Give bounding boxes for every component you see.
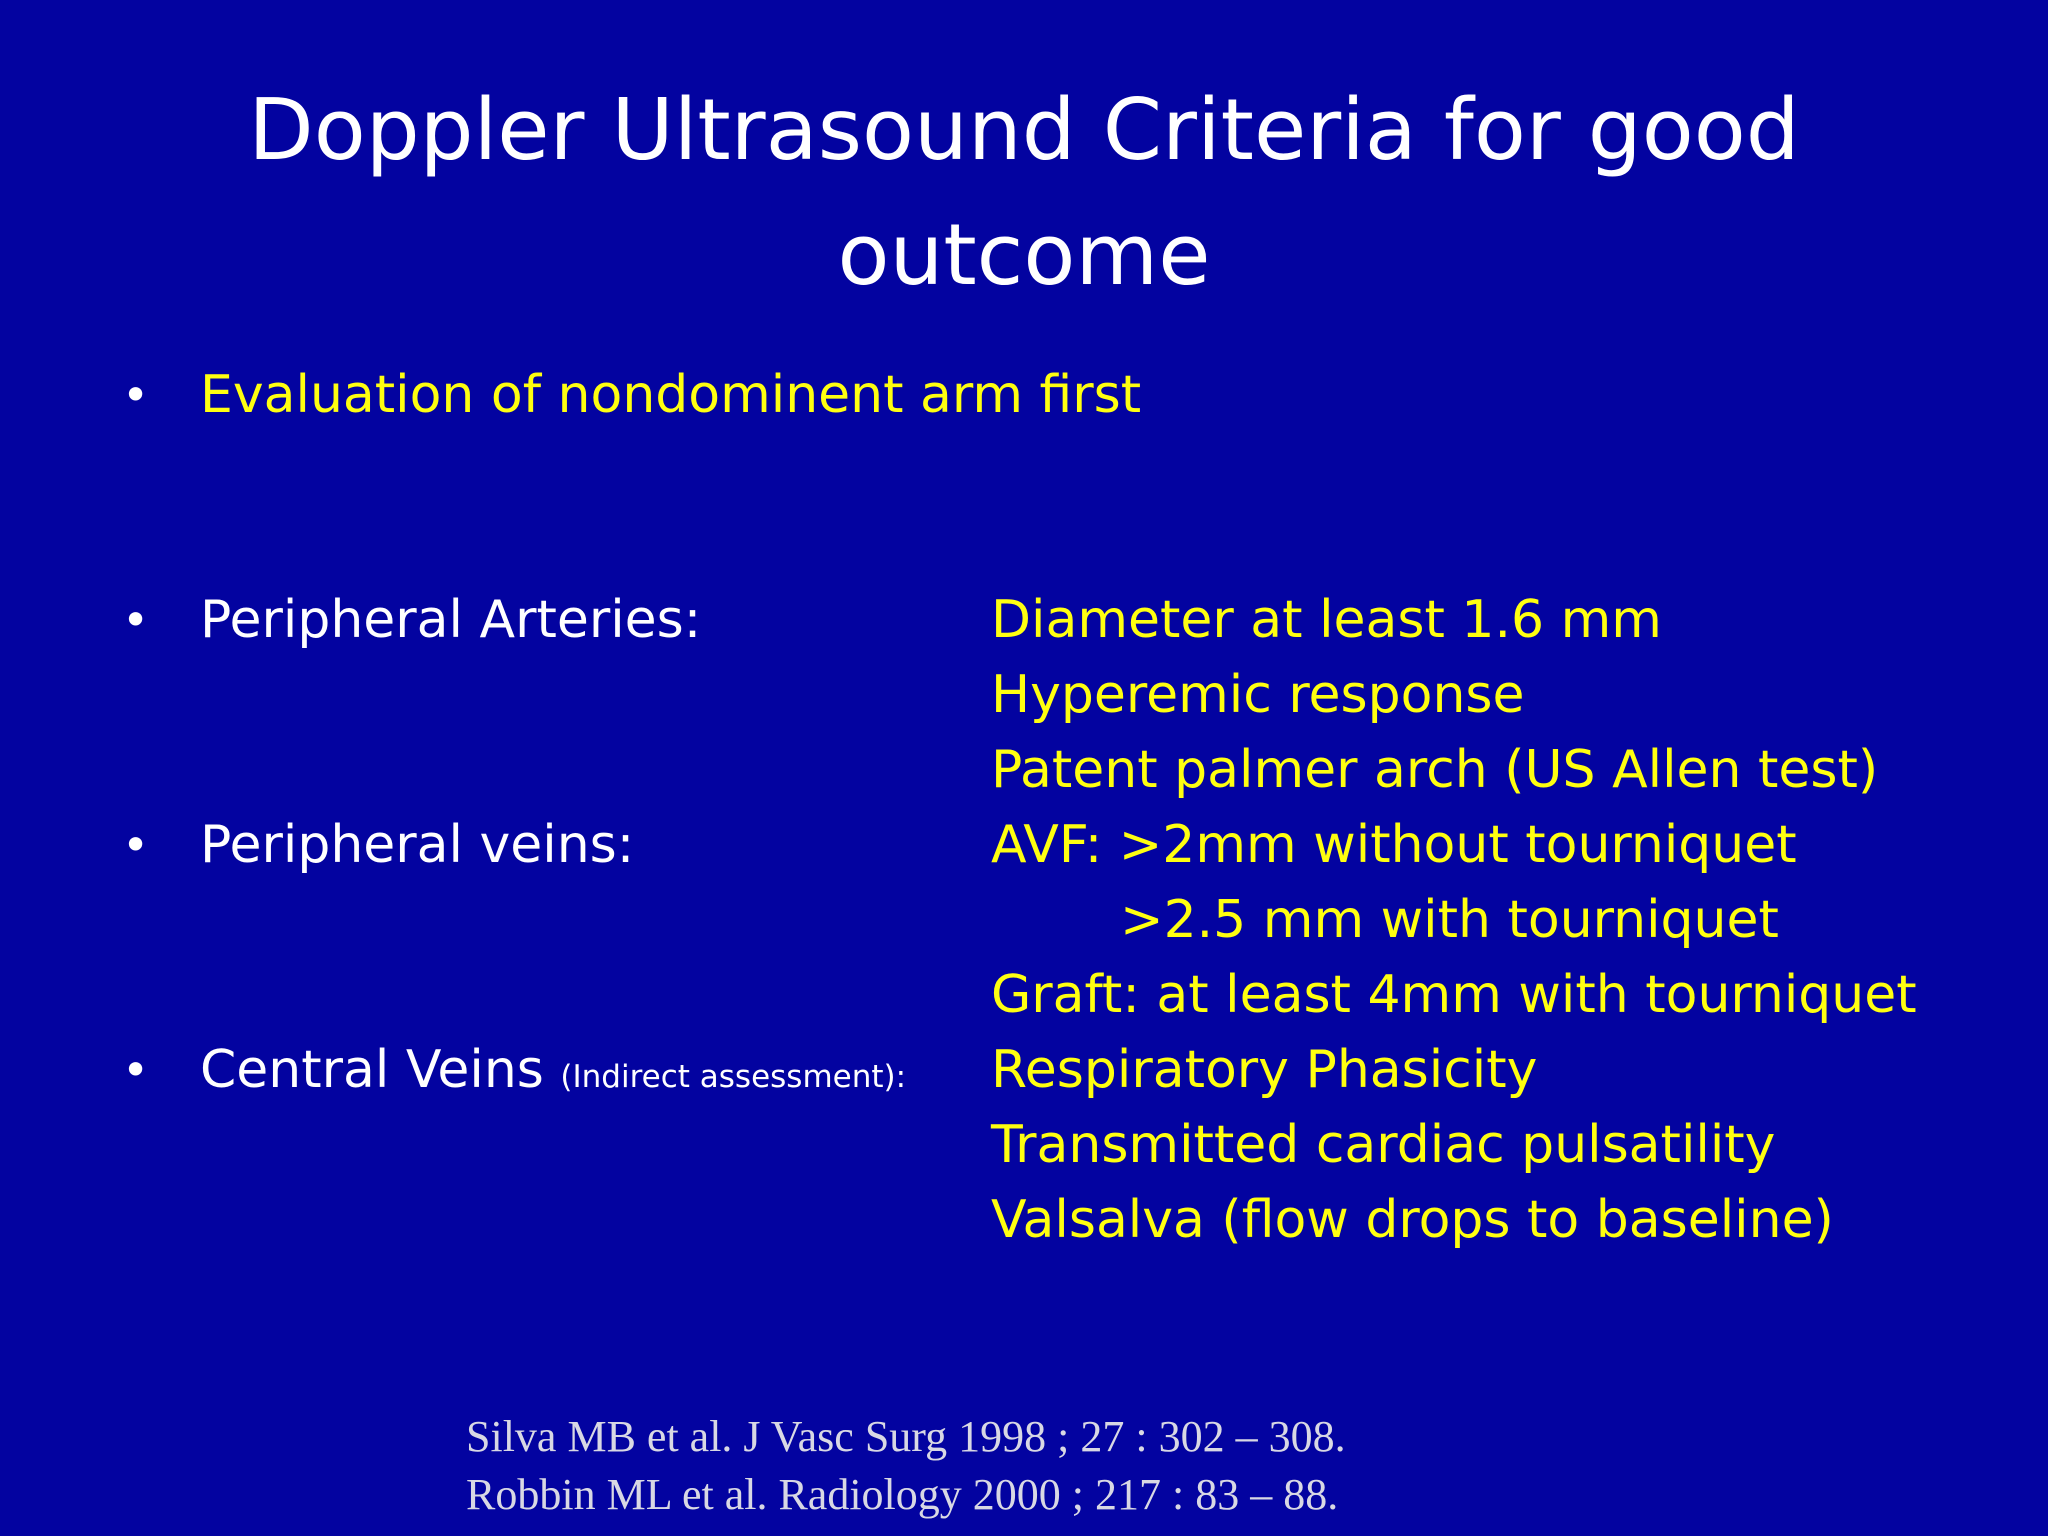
arteries-criterion-hyperemic: Hyperemic response — [991, 665, 1525, 725]
evaluation-label: Evaluation of nondominent arm first — [200, 365, 1142, 425]
references — [466, 1408, 1346, 1524]
slide-title — [150, 68, 1898, 318]
reference-robbin: Robbin ML et al. Radiology 2000 ; 217 : 83 – 88. — [466, 1470, 1339, 1519]
title-line-1: Doppler Ultrasound Criteria for good — [248, 81, 1800, 180]
title-line-2: outcome — [837, 206, 1211, 305]
central-label — [200, 1040, 906, 1107]
bullet-arteries: • — [122, 593, 150, 647]
arteries-criterion-palmer-arch: Patent palmer arch (US Allen test) — [991, 740, 1879, 800]
bullet-veins: • — [122, 818, 150, 872]
arteries-criterion-diameter: Diameter at least 1.6 mm — [991, 590, 1662, 650]
central-criterion-valsalva: Valsalva (flow drops to baseline) — [991, 1190, 1834, 1250]
reference-silva: Silva MB et al. J Vasc Surg 1998 ; 27 : 302 – 308. — [466, 1412, 1346, 1461]
central-label-main: Central Veins — [200, 1040, 544, 1100]
veins-criterion-tourniquet: >2.5 mm with tourniquet — [1120, 890, 1779, 950]
veins-label: Peripheral veins: — [200, 815, 635, 875]
central-label-note: (Indirect assessment): — [560, 1059, 907, 1095]
veins-criterion-avf: AVF: >2mm without tourniquet — [991, 815, 1797, 875]
bullet-evaluation: • — [122, 368, 150, 422]
bullet-central: • — [122, 1043, 150, 1097]
veins-criterion-graft: Graft: at least 4mm with tourniquet — [991, 965, 1917, 1025]
arteries-label: Peripheral Arteries: — [200, 590, 702, 650]
central-criterion-pulsatility: Transmitted cardiac pulsatility — [991, 1115, 1776, 1175]
central-criterion-phasicity: Respiratory Phasicity — [991, 1040, 1538, 1100]
